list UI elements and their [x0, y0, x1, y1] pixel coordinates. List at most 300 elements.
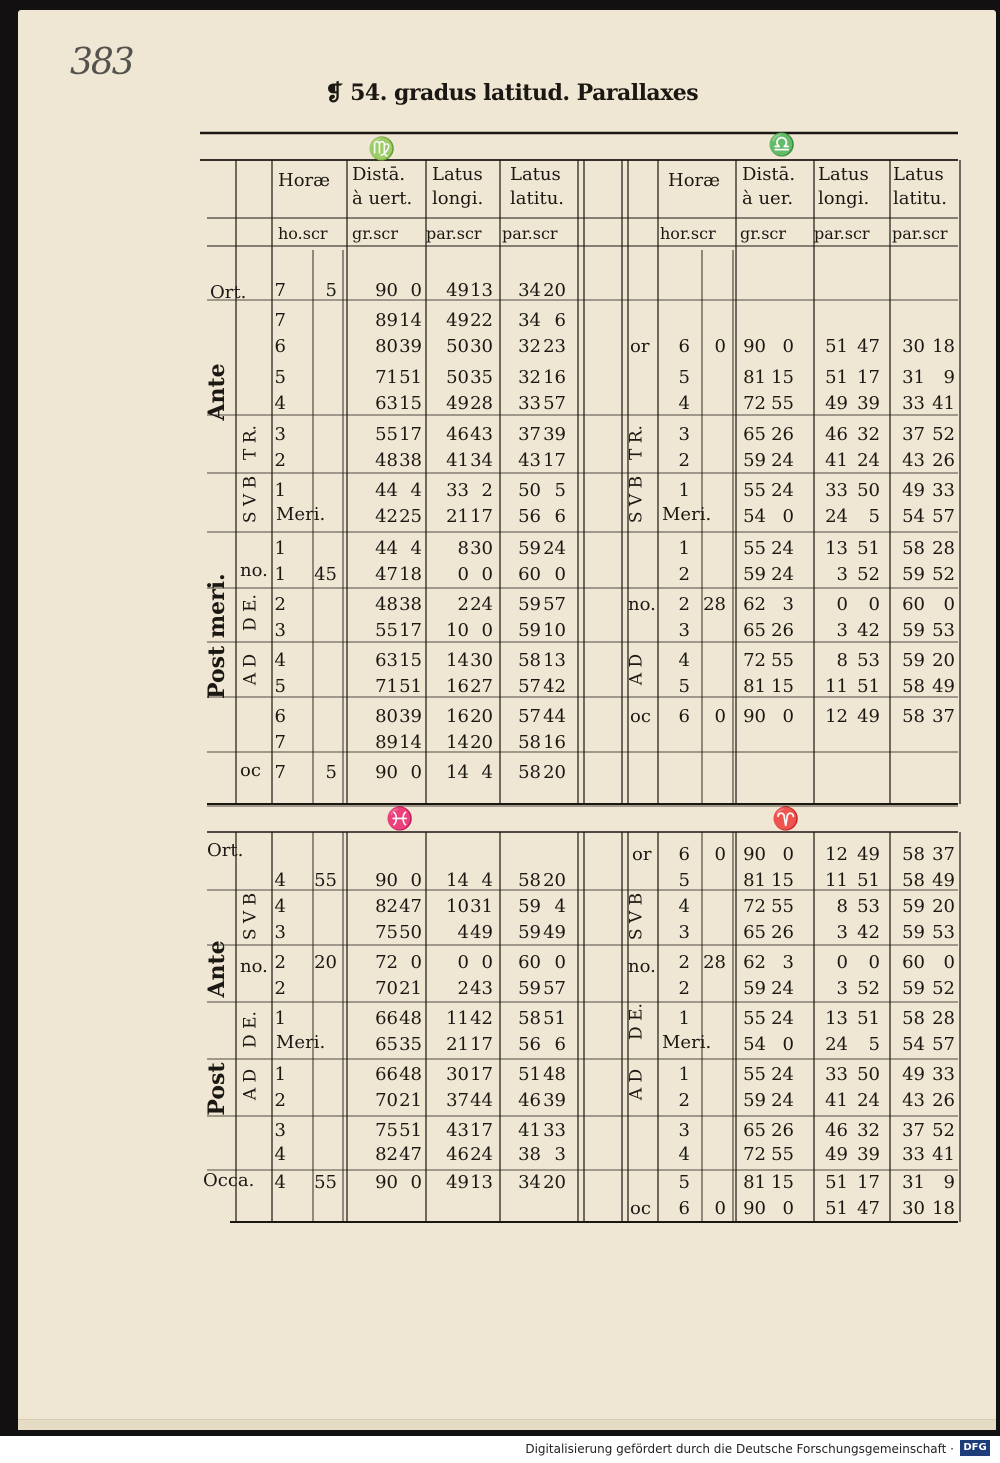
bottom_right_rows-value: 49: [825, 1144, 848, 1165]
bottom_left_rows-value: 70: [375, 978, 398, 999]
bottom_right_rows-value: 33: [825, 1064, 848, 1085]
de-label: D E.: [240, 1011, 261, 1048]
noon-label: no.: [240, 560, 268, 581]
top_right_rows-value: 46: [825, 424, 848, 445]
col-header-latitu: latitu.: [510, 188, 565, 209]
top_right_rows-value: 65: [743, 620, 766, 641]
top_right_rows-value: 3: [782, 594, 794, 615]
bottom_right_rows-value: 52: [857, 978, 880, 999]
col-header-latus-r: Latus: [818, 164, 869, 185]
top_left_rows-value: 24: [543, 538, 566, 559]
bottom_left_rows-value: 2: [274, 1090, 286, 1111]
top_right_rows-value: 9: [943, 367, 955, 388]
bottom_right_rows-value: 9: [943, 1172, 955, 1193]
bottom_right_rows-value: 59: [902, 896, 925, 917]
top_left_rows-value: 59: [518, 620, 541, 641]
top_right_rows-value: 41: [825, 450, 848, 471]
bottom_left_rows-value: 20: [543, 1172, 566, 1193]
bottom_left_rows-value: 90: [375, 1172, 398, 1193]
top_left_rows-value: 44: [543, 706, 566, 727]
top_left_rows-value: 28: [470, 393, 493, 414]
bottom_left_rows-value: 47: [399, 1144, 422, 1165]
bottom_right_rows-value: 24: [771, 1064, 794, 1085]
bottom_left_rows-value: 90: [375, 870, 398, 891]
page-title: ❡ 54. gradus latitud. Parallaxes: [325, 80, 699, 106]
bottom_left_rows-value: 38: [518, 1144, 541, 1165]
top_right_rows-value: 49: [902, 480, 925, 501]
ad-label: A D: [626, 653, 647, 686]
top_left_rows-value: 20: [470, 732, 493, 753]
top_left_rows-value: 14: [399, 732, 422, 753]
top_left_rows-value: 1: [274, 538, 286, 559]
bottom_left_rows-value: 1: [274, 1008, 286, 1029]
bottom_right_rows-value: 81: [743, 1172, 766, 1193]
top_right_rows-value: 59: [743, 564, 766, 585]
top_right_rows-value: 33: [825, 480, 848, 501]
top_left_rows-value: 57: [518, 706, 541, 727]
bottom_left_rows-value: 44: [470, 1090, 493, 1111]
top_right_rows-value: 2: [678, 450, 690, 471]
bottom_left_rows-value: 10: [446, 896, 469, 917]
bottom_right_rows-value: 3: [782, 952, 794, 973]
top_left_rows-value: 30: [470, 650, 493, 671]
bottom_left_rows-value: 59: [518, 978, 541, 999]
top_left_rows-value: 14: [446, 650, 469, 671]
bottom_right_rows-value: 26: [932, 1090, 955, 1111]
bottom_left_rows-value: 51: [518, 1064, 541, 1085]
top_left_rows-value: 47: [375, 564, 398, 585]
top_left_rows-value: 0: [410, 762, 422, 783]
top_left_rows-value: 57: [543, 594, 566, 615]
bottom_right_rows-value: 90: [743, 844, 766, 865]
bottom_right_rows-value: 33: [932, 1064, 955, 1085]
top_left_rows-value: 6: [554, 310, 566, 331]
noon-label: no.: [240, 956, 268, 977]
bottom_right_rows-value: 31: [902, 1172, 925, 1193]
top_right_rows-value: 65: [743, 424, 766, 445]
top_left_rows-value: 0: [481, 620, 493, 641]
top_left_rows-value: 16: [446, 676, 469, 697]
top_left_rows-value: 3: [274, 620, 286, 641]
top_left_rows-value: 57: [518, 676, 541, 697]
top_left_rows-value: 5: [325, 762, 337, 783]
bottom_left_rows-value: 3: [274, 922, 286, 943]
top_right_rows-value: 51: [825, 336, 848, 357]
top_right_rows-value: 26: [932, 450, 955, 471]
top_left_rows-value: 80: [375, 336, 398, 357]
top_left_rows-value: 33: [518, 393, 541, 414]
bottom_right_rows-value: 47: [857, 1198, 880, 1219]
top_left_rows-value: 90: [375, 280, 398, 301]
ortus-label: Ort.: [207, 840, 244, 861]
top_left_rows-value: 33: [446, 480, 469, 501]
top_right_rows-value: 11: [825, 676, 848, 697]
top_left_rows-value: 27: [470, 676, 493, 697]
bottom_left_rows-value: 21: [399, 1090, 422, 1111]
bottom_left_rows-value: 30: [446, 1064, 469, 1085]
top_right_rows-value: 49: [932, 676, 955, 697]
top_left_rows-value: 6: [554, 506, 566, 527]
top_right_rows-value: 55: [771, 650, 794, 671]
top_right_rows-value: 15: [771, 367, 794, 388]
top_left_rows-value: 17: [543, 450, 566, 471]
bottom_right_rows-value: 72: [743, 896, 766, 917]
top_right_rows-value: 62: [743, 594, 766, 615]
top_left_rows-value: 89: [375, 310, 398, 331]
top_right_rows-value: 49: [857, 706, 880, 727]
top_left_rows-value: 4: [274, 393, 286, 414]
top_right_rows-value: 59: [902, 620, 925, 641]
top_right_rows-value: 47: [857, 336, 880, 357]
top_left_rows-value: 10: [543, 620, 566, 641]
bottom_left_rows-value: 21: [399, 978, 422, 999]
top_left_rows-value: 48: [375, 594, 398, 615]
col-header-latus2: Latus: [510, 164, 561, 185]
bottom_left_rows-value: 37: [446, 1090, 469, 1111]
top_left_rows-value: 39: [399, 706, 422, 727]
top_left_rows-value: 0: [554, 564, 566, 585]
bottom_right_rows-value: 51: [825, 1198, 848, 1219]
bottom_right_rows-value: 2: [678, 978, 690, 999]
bottom_right_rows-value: 24: [771, 978, 794, 999]
top_left_rows-value: 32: [518, 367, 541, 388]
de-label: D E.: [626, 1003, 647, 1040]
top_left_rows-value: 55: [375, 424, 398, 445]
top_left_rows-value: 80: [375, 706, 398, 727]
top_right_rows-value: 55: [771, 393, 794, 414]
top_right_rows-value: 18: [932, 336, 955, 357]
bottom_right_rows-value: 0: [943, 952, 955, 973]
bottom_right_rows-value: 6: [678, 844, 690, 865]
bottom_right_rows-value: 11: [825, 870, 848, 891]
de-label: D E.: [240, 594, 261, 631]
col-header-horae: Horæ: [278, 170, 331, 191]
tr-label: T R.: [626, 425, 647, 460]
top_left_rows-value: 43: [518, 450, 541, 471]
bottom_right_rows-value: 3: [836, 922, 848, 943]
unit-header-r: hor.scr: [660, 224, 716, 243]
tr-label: T R.: [240, 425, 261, 460]
top_left_rows-value: 13: [543, 650, 566, 671]
top_right_rows-value: 24: [825, 506, 848, 527]
top_left_rows-value: 44: [375, 538, 398, 559]
bottom_left_rows-value: 66: [375, 1064, 398, 1085]
top_left_rows-value: 7: [274, 310, 286, 331]
top_left_rows-value: 71: [375, 367, 398, 388]
top_right_rows-value: 0: [782, 706, 794, 727]
bottom_right_rows-value: 37: [902, 1120, 925, 1141]
footer-bar: [0, 1436, 1000, 1463]
top_left_rows-value: 38: [399, 450, 422, 471]
top_right_rows-value: 59: [902, 564, 925, 585]
unit-header: par.scr: [502, 224, 558, 243]
bottom_right_rows-value: 28: [703, 952, 726, 973]
folio-number: 383: [70, 42, 133, 83]
unit-header: par.scr: [426, 224, 482, 243]
top_left_rows-value: 8: [457, 538, 469, 559]
top_left_rows-value: 21: [446, 506, 469, 527]
bottom_left_rows-value: 41: [518, 1120, 541, 1141]
top_right_rows-value: 0: [782, 336, 794, 357]
bottom_left_rows-value: 50: [399, 922, 422, 943]
or-label: or: [630, 336, 650, 357]
top_right_rows-value: 58: [902, 538, 925, 559]
sub-label: S V B: [240, 475, 261, 524]
bottom_left_rows-value: 46: [446, 1144, 469, 1165]
bottom_left_rows-value: 47: [399, 896, 422, 917]
top_right_rows-value: 12: [825, 706, 848, 727]
top_right_rows-value: 90: [743, 336, 766, 357]
top_right_rows-value: 5: [868, 506, 880, 527]
top_right_rows-value: 55: [743, 538, 766, 559]
top_left_rows-value: 13: [470, 280, 493, 301]
col-header-horae-r: Horæ: [668, 170, 721, 191]
bottom_right_rows-value: 30: [902, 1198, 925, 1219]
bottom_left_rows-value: 43: [470, 978, 493, 999]
bottom_right_rows-value: 26: [771, 922, 794, 943]
top_left_rows-value: 49: [446, 280, 469, 301]
bottom_right_rows-value: 6: [678, 1198, 690, 1219]
bottom_left_rows-value: 6: [554, 1034, 566, 1055]
bottom_right_rows-value: 41: [932, 1144, 955, 1165]
col-header-latus: Latus: [432, 164, 483, 185]
top_left_rows-value: 51: [399, 676, 422, 697]
bottom_left_rows-value: 51: [399, 1120, 422, 1141]
bottom_right_rows-value: 55: [771, 1144, 794, 1165]
col-header-dista-r: Distā.: [742, 164, 796, 185]
bottom_left_rows-value: 0: [481, 952, 493, 973]
top_right_rows-value: 43: [902, 450, 925, 471]
bottom_right_rows-value: 51: [857, 870, 880, 891]
sub-label: S V B: [626, 475, 647, 524]
top_left_rows-value: 4: [410, 480, 422, 501]
top_right_rows-value: 59: [902, 650, 925, 671]
top_right_rows-value: 30: [902, 336, 925, 357]
bottom_left_rows-value: 55: [314, 1172, 337, 1193]
bottom_right_rows-value: 58: [902, 1008, 925, 1029]
top_right_rows-value: 24: [857, 450, 880, 471]
bottom_left_rows-value: 20: [314, 952, 337, 973]
bottom_right_rows-value: 62: [743, 952, 766, 973]
top_right_rows-value: 52: [932, 564, 955, 585]
bottom_right_rows-value: 18: [932, 1198, 955, 1219]
top_left_rows-value: 14: [446, 762, 469, 783]
bottom_left_rows-value: 33: [543, 1120, 566, 1141]
bottom_right_rows-value: 24: [857, 1090, 880, 1111]
top_left_rows-value: 3: [274, 424, 286, 445]
top_left_rows-value: 2: [457, 594, 469, 615]
bottom_left_rows-value: 60: [518, 952, 541, 973]
top_left_rows-value: 51: [399, 367, 422, 388]
ante-label: Ante: [204, 940, 230, 998]
top_left_rows-value: 63: [375, 650, 398, 671]
top_left_rows-value: 32: [518, 336, 541, 357]
bottom_right_rows-value: 17: [857, 1172, 880, 1193]
bottom_left_rows-value: 3: [274, 1120, 286, 1141]
bottom_left_rows-value: 0: [410, 952, 422, 973]
top_right_rows-value: 24: [771, 564, 794, 585]
unit-header-r: gr.scr: [740, 224, 787, 243]
unit-header-r: par.scr: [892, 224, 948, 243]
bottom_right_rows-value: 55: [743, 1008, 766, 1029]
top_left_rows-value: 16: [543, 367, 566, 388]
bottom_left_rows-value: 11: [446, 1008, 469, 1029]
bottom_right_rows-value: 32: [857, 1120, 880, 1141]
top_right_rows-value: 54: [743, 506, 766, 527]
top_right_rows-value: 4: [678, 393, 690, 414]
col-header-dista2: à uert.: [352, 188, 413, 209]
top_right_rows-value: 24: [771, 450, 794, 471]
col-header-latus2-r: Latus: [893, 164, 944, 185]
bottom_left_rows-value: 4: [274, 1172, 286, 1193]
bottom_left_rows-value: 35: [399, 1034, 422, 1055]
ad-label: A D: [240, 1068, 261, 1101]
top_left_rows-value: 6: [274, 336, 286, 357]
ad-label: A D: [240, 653, 261, 686]
bottom_right_rows-value: 54: [902, 1034, 925, 1055]
bottom_right_rows-value: 65: [743, 922, 766, 943]
top_left_rows-value: 42: [375, 506, 398, 527]
top_right_rows-value: 33: [932, 480, 955, 501]
top_right_rows-value: 28: [932, 538, 955, 559]
bottom_right_rows-value: 28: [932, 1008, 955, 1029]
bottom_left_rows-value: 56: [518, 1034, 541, 1055]
top_right_rows-value: 24: [771, 480, 794, 501]
top_right_rows-value: 31: [902, 367, 925, 388]
top_left_rows-value: 41: [446, 450, 469, 471]
top_left_rows-value: 10: [446, 620, 469, 641]
bottom_right_rows-value: 24: [771, 1090, 794, 1111]
bottom_right_rows-value: 20: [932, 896, 955, 917]
top_left_rows-value: 50: [446, 336, 469, 357]
bottom_left_rows-value: 20: [543, 870, 566, 891]
bottom_left_rows-value: 4: [457, 922, 469, 943]
noon-label: no.: [628, 956, 656, 977]
top_left_rows-value: 22: [470, 310, 493, 331]
top_right_rows-value: 57: [932, 506, 955, 527]
bottom_left_rows-value: 48: [543, 1064, 566, 1085]
bottom_left_rows-value: 17: [470, 1034, 493, 1055]
bottom_right_rows-value: 90: [743, 1198, 766, 1219]
top_right_rows-value: 51: [825, 367, 848, 388]
bottom_left_rows-value: 49: [470, 922, 493, 943]
top_right_rows-value: 55: [743, 480, 766, 501]
top_right_rows-value: 52: [857, 564, 880, 585]
top_right_rows-value: 53: [857, 650, 880, 671]
noon-label: no.: [628, 594, 656, 615]
top_left_rows-value: 46: [446, 424, 469, 445]
top_left_rows-value: 17: [399, 620, 422, 641]
bottom_right_rows-value: 59: [902, 978, 925, 999]
bottom_left_rows-value: 39: [543, 1090, 566, 1111]
bottom_left_rows-value: 58: [518, 870, 541, 891]
bottom_right_rows-value: 5: [868, 1034, 880, 1055]
bottom_right_rows-value: 52: [932, 1120, 955, 1141]
bottom_left_rows-value: 0: [457, 952, 469, 973]
occasus-label: Occa.: [203, 1170, 255, 1191]
bottom_left_rows-value: 82: [375, 896, 398, 917]
bottom_right_rows-value: 81: [743, 870, 766, 891]
unit-header: gr.scr: [352, 224, 399, 243]
bottom_left_rows-value: 31: [470, 896, 493, 917]
virgo-sign: ♍: [368, 136, 396, 162]
meridian-label: Meri.: [276, 504, 326, 525]
bottom_right_rows-value: 1: [678, 1008, 690, 1029]
top_left_rows-value: 6: [274, 706, 286, 727]
top_left_rows-value: 4: [410, 538, 422, 559]
bottom_left_rows-value: 2: [274, 978, 286, 999]
bottom_left_rows-value: 48: [399, 1008, 422, 1029]
col-header-longi-r: longi.: [818, 188, 870, 209]
top_right_rows-value: 1: [678, 480, 690, 501]
bottom_left_rows-value: 59: [518, 896, 541, 917]
top_left_rows-value: 43: [470, 424, 493, 445]
bottom_right_rows-value: 43: [902, 1090, 925, 1111]
ante-label: Ante: [204, 363, 230, 421]
bottom_right_rows-value: 52: [932, 978, 955, 999]
bottom_left_rows-value: 2: [457, 978, 469, 999]
top_right_rows-value: 2: [678, 564, 690, 585]
oc-label: oc: [630, 706, 651, 727]
bottom_right_rows-value: 15: [771, 1172, 794, 1193]
bottom_right_rows-value: 55: [743, 1064, 766, 1085]
col-header-dista: Distā.: [352, 164, 406, 185]
bottom_left_rows-value: 43: [446, 1120, 469, 1141]
oc-label: oc: [240, 760, 261, 781]
bottom_left_rows-value: 21: [446, 1034, 469, 1055]
bottom_right_rows-value: 5: [678, 870, 690, 891]
bottom_left_rows-value: 66: [375, 1008, 398, 1029]
top_right_rows-value: 51: [857, 538, 880, 559]
top_left_rows-value: 58: [518, 650, 541, 671]
oc-label: oc: [630, 1198, 651, 1219]
bottom_right_rows-value: 39: [857, 1144, 880, 1165]
bottom_left_rows-value: 0: [410, 870, 422, 891]
bottom_right_rows-value: 37: [932, 844, 955, 865]
col-header-latitu-r: latitu.: [893, 188, 948, 209]
top_left_rows-value: 58: [518, 762, 541, 783]
top_right_rows-value: 37: [932, 706, 955, 727]
top_left_rows-value: 49: [446, 393, 469, 414]
bottom_right_rows-value: 59: [902, 922, 925, 943]
bottom_left_rows-value: 3: [554, 1144, 566, 1165]
bottom_left_rows-value: 4: [554, 896, 566, 917]
bottom_left_rows-value: 75: [375, 922, 398, 943]
top_right_rows-value: 3: [836, 564, 848, 585]
meridian-label: Meri.: [662, 504, 712, 525]
bottom_right_rows-value: 4: [678, 1144, 690, 1165]
bottom_right_rows-value: 58: [902, 844, 925, 865]
col-header-dista2-r: à uer.: [742, 188, 794, 209]
top_right_rows-value: 20: [932, 650, 955, 671]
top_left_rows-value: 23: [543, 336, 566, 357]
bottom_left_rows-value: 0: [554, 952, 566, 973]
top_right_rows-value: 58: [902, 706, 925, 727]
bottom_left_rows-value: 48: [399, 1064, 422, 1085]
top_right_rows-value: 3: [836, 620, 848, 641]
top_left_rows-value: 71: [375, 676, 398, 697]
top_right_rows-value: 0: [714, 706, 726, 727]
top_left_rows-value: 30: [470, 538, 493, 559]
bottom_right_rows-value: 42: [857, 922, 880, 943]
top_left_rows-value: 5: [554, 480, 566, 501]
bottom_right_rows-value: 0: [782, 844, 794, 865]
top_right_rows-value: 0: [782, 506, 794, 527]
bottom_right_rows-value: 53: [857, 896, 880, 917]
top_left_rows-value: 24: [470, 594, 493, 615]
top_left_rows-value: 18: [399, 564, 422, 585]
top_left_rows-value: 59: [518, 538, 541, 559]
